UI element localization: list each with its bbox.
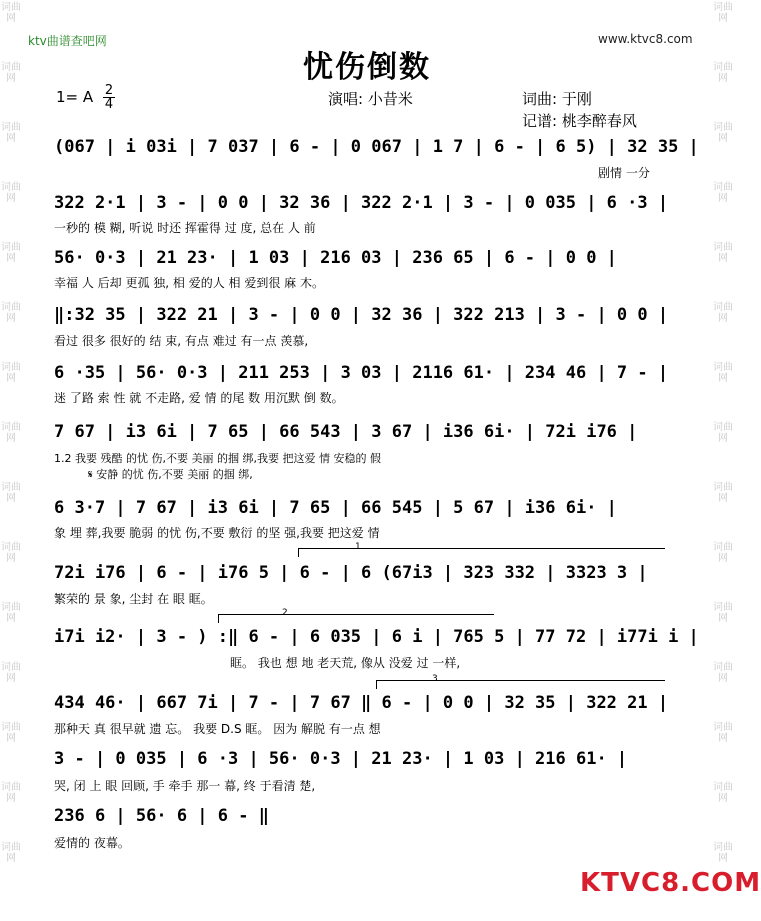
watermark-text: 词曲网 (1, 182, 21, 204)
watermark-text: 词曲网 (713, 782, 733, 804)
watermark-text: 词曲网 (1, 782, 21, 804)
lyric-line-11: 哭, 闭 上 眼 回顾, 手 牵手 那一 幕, 终 于看清 楚, (54, 779, 316, 793)
watermark-text: 词曲网 (713, 422, 733, 444)
time-sig-bottom: 4 (104, 97, 114, 112)
lyric-line-10: 那种天 真 很早就 遗 忘。 我要 D.S 眶。 因为 解脱 有一点 想 (54, 722, 381, 736)
score-line-8: 72i i76 | 6 - | i76 5 | 6 - | 6 (67i3 | 323 332 | 3323 3 | (54, 563, 648, 583)
watermark-text: 词曲网 (713, 602, 733, 624)
score-line-6: 7 67 | i3 6i | 7 65 | 66 543 | 3 67 | i36 6i· | 72i i76 | (54, 422, 638, 442)
lyric-line-8: 繁荣的 景 象, 尘封 在 眼 眶。 (54, 592, 213, 606)
score-line-2: 322 2·1 | 3 - | 0 0 | 32 36 | 322 2·1 | 3 - | 0 035 | 6 ·3 | (54, 193, 669, 213)
site-name-link[interactable]: ktv曲谱查吧网 (28, 34, 107, 48)
watermark-text: 词曲网 (713, 242, 733, 264)
score-line-9: i7i i2· | 3 - ) :‖ 6 - | 6 035 | 6 i | 765 5 | 77 72 | i77i i | (54, 627, 699, 647)
score-line-5: 6 ·35 | 56· 0·3 | 211 253 | 3 03 | 2116 61· | 234 46 | 7 - | (54, 363, 669, 383)
watermark-text: 词曲网 (1, 242, 21, 264)
score-line-4: ‖:32 35 | 322 21 | 3 - | 0 0 | 32 36 | 322 213 | 3 - | 0 0 | (54, 305, 669, 325)
watermark-text: 词曲网 (1, 362, 21, 384)
watermark-text: 词曲网 (713, 662, 733, 684)
site-logo: KTVC8.COM (580, 868, 761, 898)
singer-credit: 演唱: 小昔米 (328, 90, 413, 108)
watermark-text: 词曲网 (1, 542, 21, 564)
lyric-line-5: 迷 了路 索 性 就 不走路, 爱 情 的尾 数 用沉默 倒 数。 (54, 391, 344, 405)
volta-label-2: 2 (282, 608, 288, 618)
watermark-text: 词曲网 (1, 62, 21, 84)
lyric-line-1: 剧情 一分 (598, 166, 650, 180)
lyric-line-12: 爱情的 夜幕。 (54, 836, 130, 850)
lyric-line-3: 幸福 人 后却 更孤 独, 相 爱的人 相 爱到很 麻 木。 (54, 276, 324, 290)
volta-label-1: 1 (355, 542, 361, 552)
score-line-1: (067 | i 03i | 7 037 | 6 - | 0 067 | 1 7 | 6 - | 6 5) | 32 35 | (54, 137, 699, 157)
watermark-text: 词曲网 (713, 842, 733, 864)
song-title: 忧伤倒数 (303, 50, 431, 85)
watermark-text: 词曲网 (713, 482, 733, 504)
right-watermark-strip (712, 0, 734, 921)
lyric-line-2: 一秒的 模 糊, 听说 时还 挥霍得 过 度, 总在 人 前 (54, 221, 316, 235)
watermark-text: 词曲网 (1, 722, 21, 744)
lyric-line-6b: 𝄋 安静 的忧 伤,不要 美丽 的掴 绑, (88, 468, 253, 481)
watermark-text: 词曲网 (713, 2, 733, 24)
volta-bracket-1 (298, 548, 665, 557)
lyric-line-7: 象 埋 葬,我要 脆弱 的忧 伤,不要 敷衍 的坚 强,我要 把这爱 情 (54, 526, 380, 540)
lyric-line-4: 看过 很多 很好的 结 束, 有点 难过 有一点 羡慕, (54, 334, 309, 348)
lyric-line-6: 1.2 我要 残酷 的忧 伤,不要 美丽 的掴 绑,我要 把这爱 情 安稳的 假 (54, 452, 381, 465)
score-line-3: 56· 0·3 | 21 23· | 1 03 | 216 03 | 236 65 | 6 - | 0 0 | (54, 248, 617, 268)
watermark-text: 词曲网 (1, 302, 21, 324)
watermark-text: 词曲网 (1, 422, 21, 444)
watermark-text: 词曲网 (1, 482, 21, 504)
watermark-text: 词曲网 (713, 302, 733, 324)
watermark-text: 词曲网 (713, 722, 733, 744)
watermark-text: 词曲网 (1, 2, 21, 24)
volta-bracket-3 (376, 680, 665, 689)
site-url-link[interactable]: www.ktvc8.com (598, 32, 693, 46)
time-signature (103, 84, 115, 111)
left-watermark-strip (0, 0, 22, 921)
watermark-text: 词曲网 (1, 602, 21, 624)
watermark-text: 词曲网 (1, 122, 21, 144)
watermark-text: 词曲网 (713, 122, 733, 144)
score-line-12: 236 6 | 56· 6 | 6 - ‖ (54, 806, 269, 826)
score-line-10: 434 46· | 667 7i | 7 - | 7 67 ‖ 6 - | 0 0 | 32 35 | 322 21 | (54, 693, 669, 713)
key-signature: 1= A (56, 88, 94, 106)
watermark-text: 词曲网 (713, 362, 733, 384)
volta-label-3: 3 (432, 674, 438, 684)
volta-bracket-2 (218, 614, 494, 623)
watermark-text: 词曲网 (1, 662, 21, 684)
watermark-text: 词曲网 (1, 842, 21, 864)
watermark-text: 词曲网 (713, 542, 733, 564)
watermark-text: 词曲网 (713, 62, 733, 84)
score-line-11: 3 - | 0 035 | 6 ·3 | 56· 0·3 | 21 23· | 1 03 | 216 61· | (54, 749, 628, 769)
transcriber-credit: 记谱: 桃李醉春风 (522, 112, 637, 130)
watermark-text: 词曲网 (713, 182, 733, 204)
composer-credit: 词曲: 于刚 (522, 90, 592, 108)
score-line-7: 6 3·7 | 7 67 | i3 6i | 7 65 | 66 545 | 5 67 | i36 6i· | (54, 498, 617, 518)
lyric-line-9: 眶。 我也 想 地 老天荒, 像从 没爱 过 一样, (230, 656, 461, 670)
time-sig-top: 2 (104, 83, 114, 98)
